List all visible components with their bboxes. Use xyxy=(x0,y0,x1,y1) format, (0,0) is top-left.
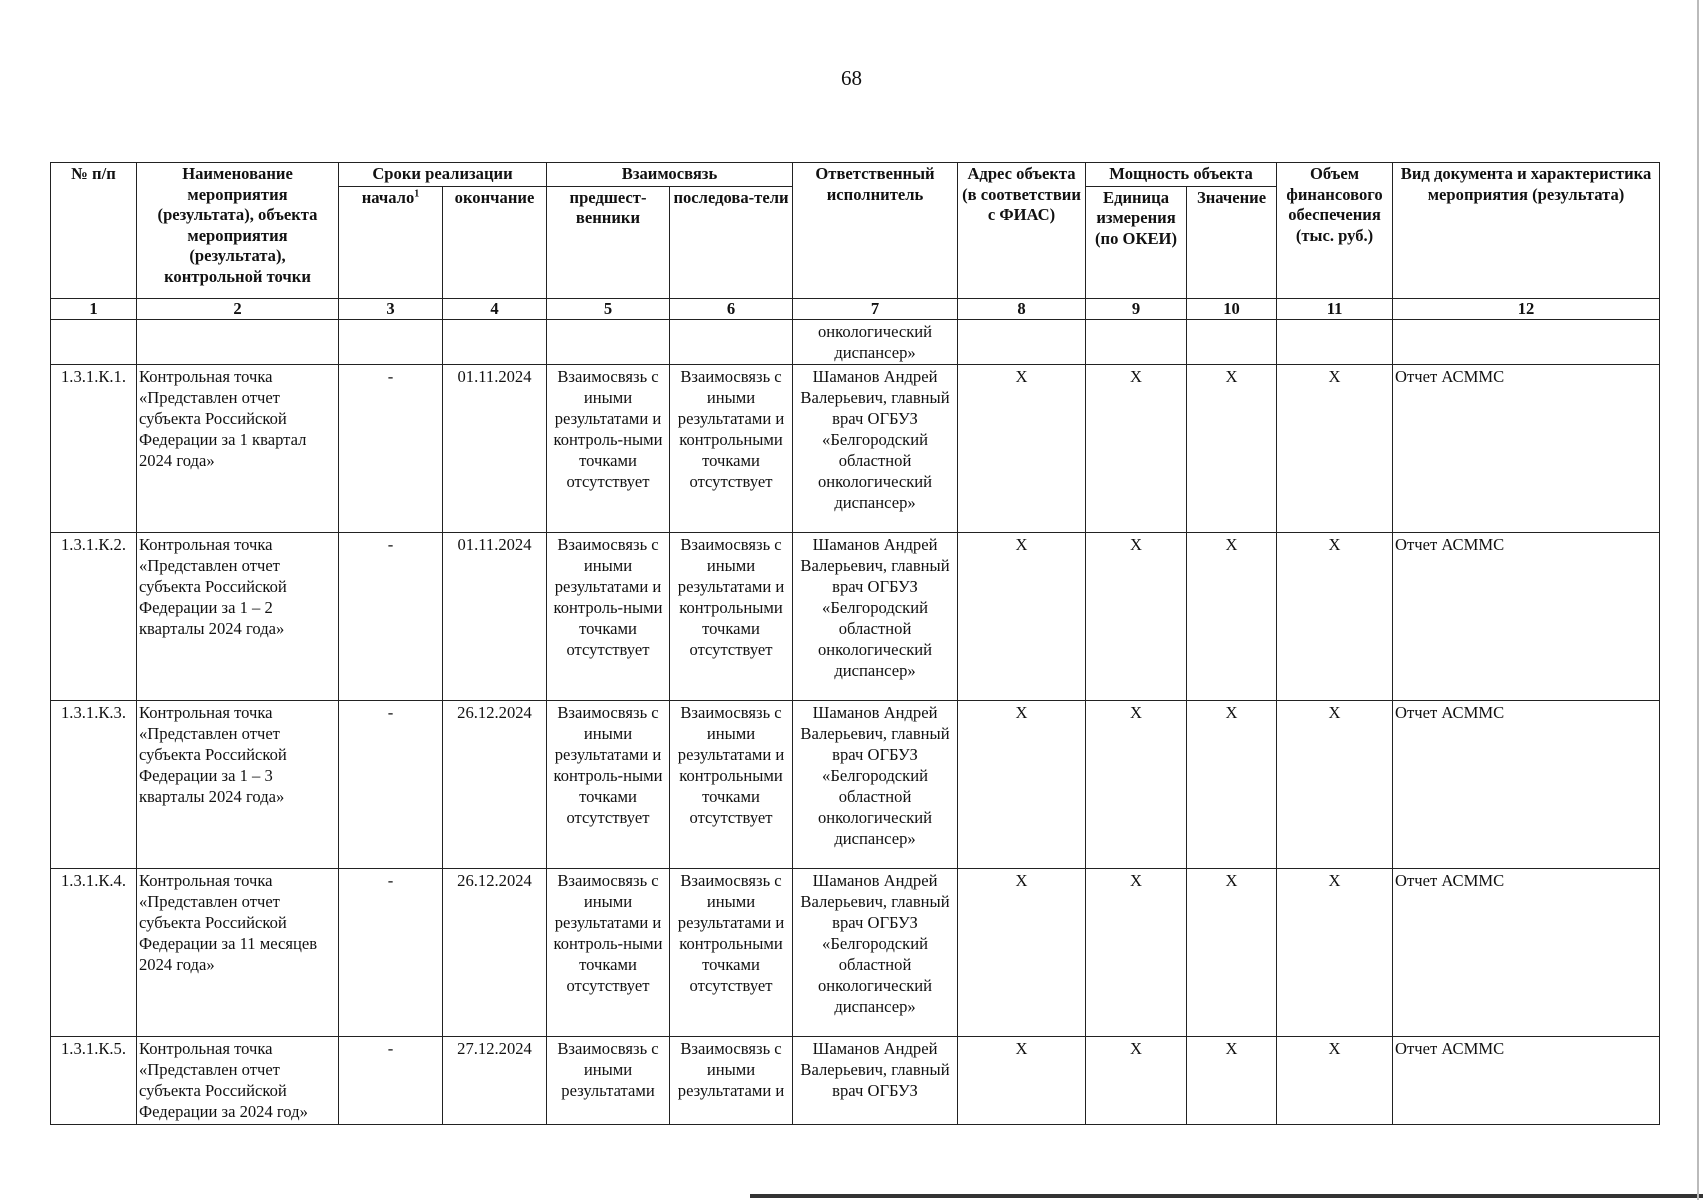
column-number: 11 xyxy=(1277,298,1393,319)
row-number: 1.3.1.К.3. xyxy=(51,700,137,868)
row-document: Отчет АСММС xyxy=(1393,364,1660,532)
row-number: 1.3.1.К.5. xyxy=(51,1036,137,1124)
row-successors: Взаимосвязь с иными результатами и xyxy=(670,1036,793,1124)
row-successors: Взаимосвязь с иными результатами и контрольными точками отсутствует xyxy=(670,868,793,1036)
row-unit: X xyxy=(1086,700,1187,868)
row-end: 01.11.2024 xyxy=(443,532,547,700)
row-finance: X xyxy=(1277,700,1393,868)
column-number: 12 xyxy=(1393,298,1660,319)
row-value: X xyxy=(1187,868,1277,1036)
column-number: 8 xyxy=(958,298,1086,319)
table-row xyxy=(51,700,1660,868)
row-successors: Взаимосвязь с иными результатами и контрольными точками отсутствует xyxy=(670,700,793,868)
row-address: X xyxy=(958,868,1086,1036)
row-value: X xyxy=(1187,364,1277,532)
row-number: 1.3.1.К.2. xyxy=(51,532,137,700)
row-name: Контрольная точка «Представлен отчет субъекта Российской Федерации за 1 – 3 кварталы 2024 года» xyxy=(137,700,339,868)
row-unit: X xyxy=(1086,868,1187,1036)
row-unit: X xyxy=(1086,532,1187,700)
column-number: 6 xyxy=(670,298,793,319)
header-link-group: Взаимосвязь xyxy=(547,163,793,187)
row-predecessors: Взаимосвязь с иными результатами xyxy=(547,1036,670,1124)
row-name: Контрольная точка «Представлен отчет субъекта Российской Федерации за 2024 год» xyxy=(137,1036,339,1124)
row-unit: X xyxy=(1086,364,1187,532)
row-number: 1.3.1.К.1. xyxy=(51,364,137,532)
row-successors: Взаимосвязь с иными результатами и контрольными точками отсутствует xyxy=(670,532,793,700)
header-finance: Объем финансового обеспечения (тыс. руб.) xyxy=(1277,163,1393,299)
table-row xyxy=(51,532,1660,700)
column-number: 2 xyxy=(137,298,339,319)
row-start: - xyxy=(339,700,443,868)
header-value: Значение xyxy=(1187,186,1277,298)
row-finance: X xyxy=(1277,364,1393,532)
column-number: 10 xyxy=(1187,298,1277,319)
row-responsible: Шаманов Андрей Валерьевич, главный врач ОГБУЗ «Белгородский областной онкологический диспансер» xyxy=(793,532,958,700)
header-document: Вид документа и характеристика мероприятия (результата) xyxy=(1393,163,1660,299)
row-start: - xyxy=(339,364,443,532)
row-start: - xyxy=(339,868,443,1036)
footnote-mark: 1 xyxy=(414,187,420,199)
header-name: Наименование мероприятия (результата), объекта мероприятия (результата), контрольной точки xyxy=(137,163,339,299)
row-name: Контрольная точка «Представлен отчет субъекта Российской Федерации за 11 месяцев 2024 года» xyxy=(137,868,339,1036)
row-predecessors: Взаимосвязь с иными результатами и контроль-ными точками отсутствует xyxy=(547,532,670,700)
row-responsible: Шаманов Андрей Валерьевич, главный врач ОГБУЗ «Белгородский областной онкологический диспансер» xyxy=(793,700,958,868)
header-successors: последова-тели xyxy=(670,186,793,298)
row-value: X xyxy=(1187,532,1277,700)
row-successors: Взаимосвязь с иными результатами и контрольными точками отсутствует xyxy=(670,364,793,532)
header-unit: Единица измерения (по ОКЕИ) xyxy=(1086,186,1187,298)
table-row xyxy=(51,364,1660,532)
row-name: Контрольная точка «Представлен отчет субъекта Российской Федерации за 1 – 2 кварталы 2024 года» xyxy=(137,532,339,700)
row-finance: X xyxy=(1277,532,1393,700)
row-finance: X xyxy=(1277,868,1393,1036)
row-address: X xyxy=(958,364,1086,532)
page-number: 68 xyxy=(841,66,862,90)
header-deadlines-group: Сроки реализации xyxy=(339,163,547,187)
row-predecessors: Взаимосвязь с иными результатами и контроль-ными точками отсутствует xyxy=(547,700,670,868)
row-start: - xyxy=(339,532,443,700)
column-number: 5 xyxy=(547,298,670,319)
plan-table xyxy=(50,162,1660,1125)
row-value: X xyxy=(1187,1036,1277,1124)
header-responsible: Ответственный исполнитель xyxy=(793,163,958,299)
row-responsible: Шаманов Андрей Валерьевич, главный врач ОГБУЗ «Белгородский областной онкологический диспансер» xyxy=(793,364,958,532)
scan-artifact-edge xyxy=(1697,0,1699,1200)
row-start: - xyxy=(339,1036,443,1124)
row-finance: X xyxy=(1277,1036,1393,1124)
header-capacity-group: Мощность объекта xyxy=(1086,163,1277,187)
header-number: № п/п xyxy=(51,163,137,299)
column-number: 1 xyxy=(51,298,137,319)
row-address: X xyxy=(958,1036,1086,1124)
column-number: 9 xyxy=(1086,298,1187,319)
table-row xyxy=(51,1036,1660,1124)
row-responsible: Шаманов Андрей Валерьевич, главный врач ОГБУЗ «Белгородский областной онкологический диспансер» xyxy=(793,868,958,1036)
row-address: X xyxy=(958,532,1086,700)
row-value: X xyxy=(1187,700,1277,868)
row-document: Отчет АСММС xyxy=(1393,1036,1660,1124)
row-end: 27.12.2024 xyxy=(443,1036,547,1124)
header-row-top xyxy=(51,163,1660,187)
row-document: Отчет АСММС xyxy=(1393,868,1660,1036)
row-end: 26.12.2024 xyxy=(443,700,547,868)
header-predecessors: предшест-венники xyxy=(547,186,670,298)
row-predecessors: Взаимосвязь с иными результатами и контроль-ными точками отсутствует xyxy=(547,364,670,532)
header-address: Адрес объекта (в соответствии с ФИАС) xyxy=(958,163,1086,299)
row-end: 01.11.2024 xyxy=(443,364,547,532)
row-end: 26.12.2024 xyxy=(443,868,547,1036)
scan-artifact-line xyxy=(750,1194,1703,1198)
row-unit: X xyxy=(1086,1036,1187,1124)
row-number: 1.3.1.К.4. xyxy=(51,868,137,1036)
column-numbers-row xyxy=(51,298,1660,319)
column-number: 3 xyxy=(339,298,443,319)
row-name: Контрольная точка «Представлен отчет субъекта Российской Федерации за 1 квартал 2024 года» xyxy=(137,364,339,532)
row-responsible: Шаманов Андрей Валерьевич, главный врач ОГБУЗ xyxy=(793,1036,958,1124)
row-document: Отчет АСММС xyxy=(1393,532,1660,700)
column-number: 4 xyxy=(443,298,547,319)
continuation-responsible: онкологический диспансер» xyxy=(793,319,958,364)
column-number: 7 xyxy=(793,298,958,319)
row-address: X xyxy=(958,700,1086,868)
row-predecessors: Взаимосвязь с иными результатами и контроль-ными точками отсутствует xyxy=(547,868,670,1036)
header-end: окончание xyxy=(443,186,547,298)
header-start: начало$^1$ xyxy=(339,186,443,298)
continuation-row xyxy=(51,319,1660,364)
table-row xyxy=(51,868,1660,1036)
row-document: Отчет АСММС xyxy=(1393,700,1660,868)
